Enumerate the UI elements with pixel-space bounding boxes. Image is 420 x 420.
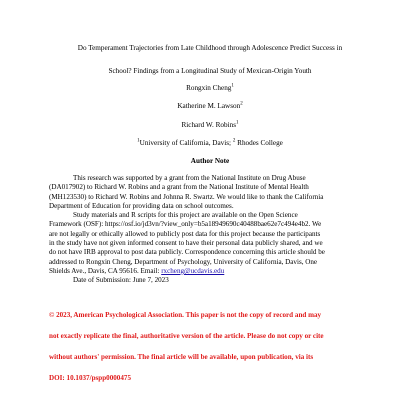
- author-note-heading: Author Note: [190, 157, 230, 165]
- email-link[interactable]: rxcheng@ucdavis.edu: [161, 266, 225, 275]
- para2-line: addressed to Rongxin Cheng, Department of Psychology, University of California, Davis, One: [49, 257, 318, 266]
- copyright-line: not exactly replicate the final, authoritative version of the article. Please do not copy or cite: [49, 332, 324, 340]
- affiliations: [40, 139, 380, 148]
- author-note-body: [49, 174, 374, 286]
- copyright-line: DOI: 10.1037/pspp0000475: [49, 374, 131, 382]
- para1-line: This research was supported by a grant from the National Institute on Drug Abuse: [73, 174, 306, 182]
- submission-date: Date of Submission: June 7, 2023: [73, 276, 169, 285]
- para2-line: Framework (OSF): https://osf.io/jd3vn/?view_only=b5a18949690c40488bae62e7c494e4b2. We: [49, 220, 322, 229]
- para2-line: in the study have not given informed consent to have their personal data publicly shared, and we: [49, 239, 323, 248]
- para1-line: (DA017902) to Richard W. Robins and a grant from the National Institute of Mental Health: [49, 183, 309, 192]
- copyright-line: © 2023, American Psychological Association. This paper is not the copy of record and may: [49, 311, 322, 319]
- paper-title-line-1: Do Temperament Trajectories from Late Childhood through Adolescence Predict Success in: [77, 44, 343, 52]
- copyright-notice: [49, 305, 389, 389]
- para2-line: are not legally or ethically allowed to publicly post data for this project because the participants: [49, 229, 321, 238]
- para1-line: (MH123530) to Richard W. Robins and Johnna R. Swartz. We would like to thank the California: [49, 192, 324, 201]
- para2-line: do not have IRB approval to post data publicly. Correspondence concerning this article should be: [49, 248, 325, 257]
- author-3-affiliation-mark: 1: [236, 120, 239, 126]
- author-1: [40, 84, 380, 93]
- affiliation-mark-1: 1: [137, 138, 140, 144]
- author-1-affiliation-mark: 1: [231, 83, 234, 89]
- para1-line: Department of Education for providing data on school outcomes.: [49, 201, 234, 210]
- author-2-affiliation-mark: 2: [240, 101, 243, 107]
- affiliation-1: University of California, Davis;: [139, 139, 233, 147]
- author-1-name: Rongxin Cheng: [186, 84, 232, 92]
- para2-last-line: [49, 267, 374, 276]
- para2-line: Study materials and R scripts for this project are available on the Open Science: [73, 211, 298, 220]
- affiliation-2: Rhodes College: [235, 139, 283, 147]
- affiliation-mark-2: 2: [232, 138, 236, 144]
- author-2-name: Katherine M. Lawson: [177, 102, 241, 110]
- paper-title-line-2: School? Findings from a Longitudinal Study of Mexican-Origin Youth: [108, 67, 312, 75]
- author-3: [40, 121, 380, 130]
- author-3-name: Richard W. Robins: [181, 121, 236, 129]
- address-text: Shields Ave., Davis, CA 95616. Email:: [49, 266, 162, 275]
- author-2: [40, 102, 380, 111]
- copyright-line: without authors' permission. The final article will be available, upon publication, via its: [49, 353, 314, 361]
